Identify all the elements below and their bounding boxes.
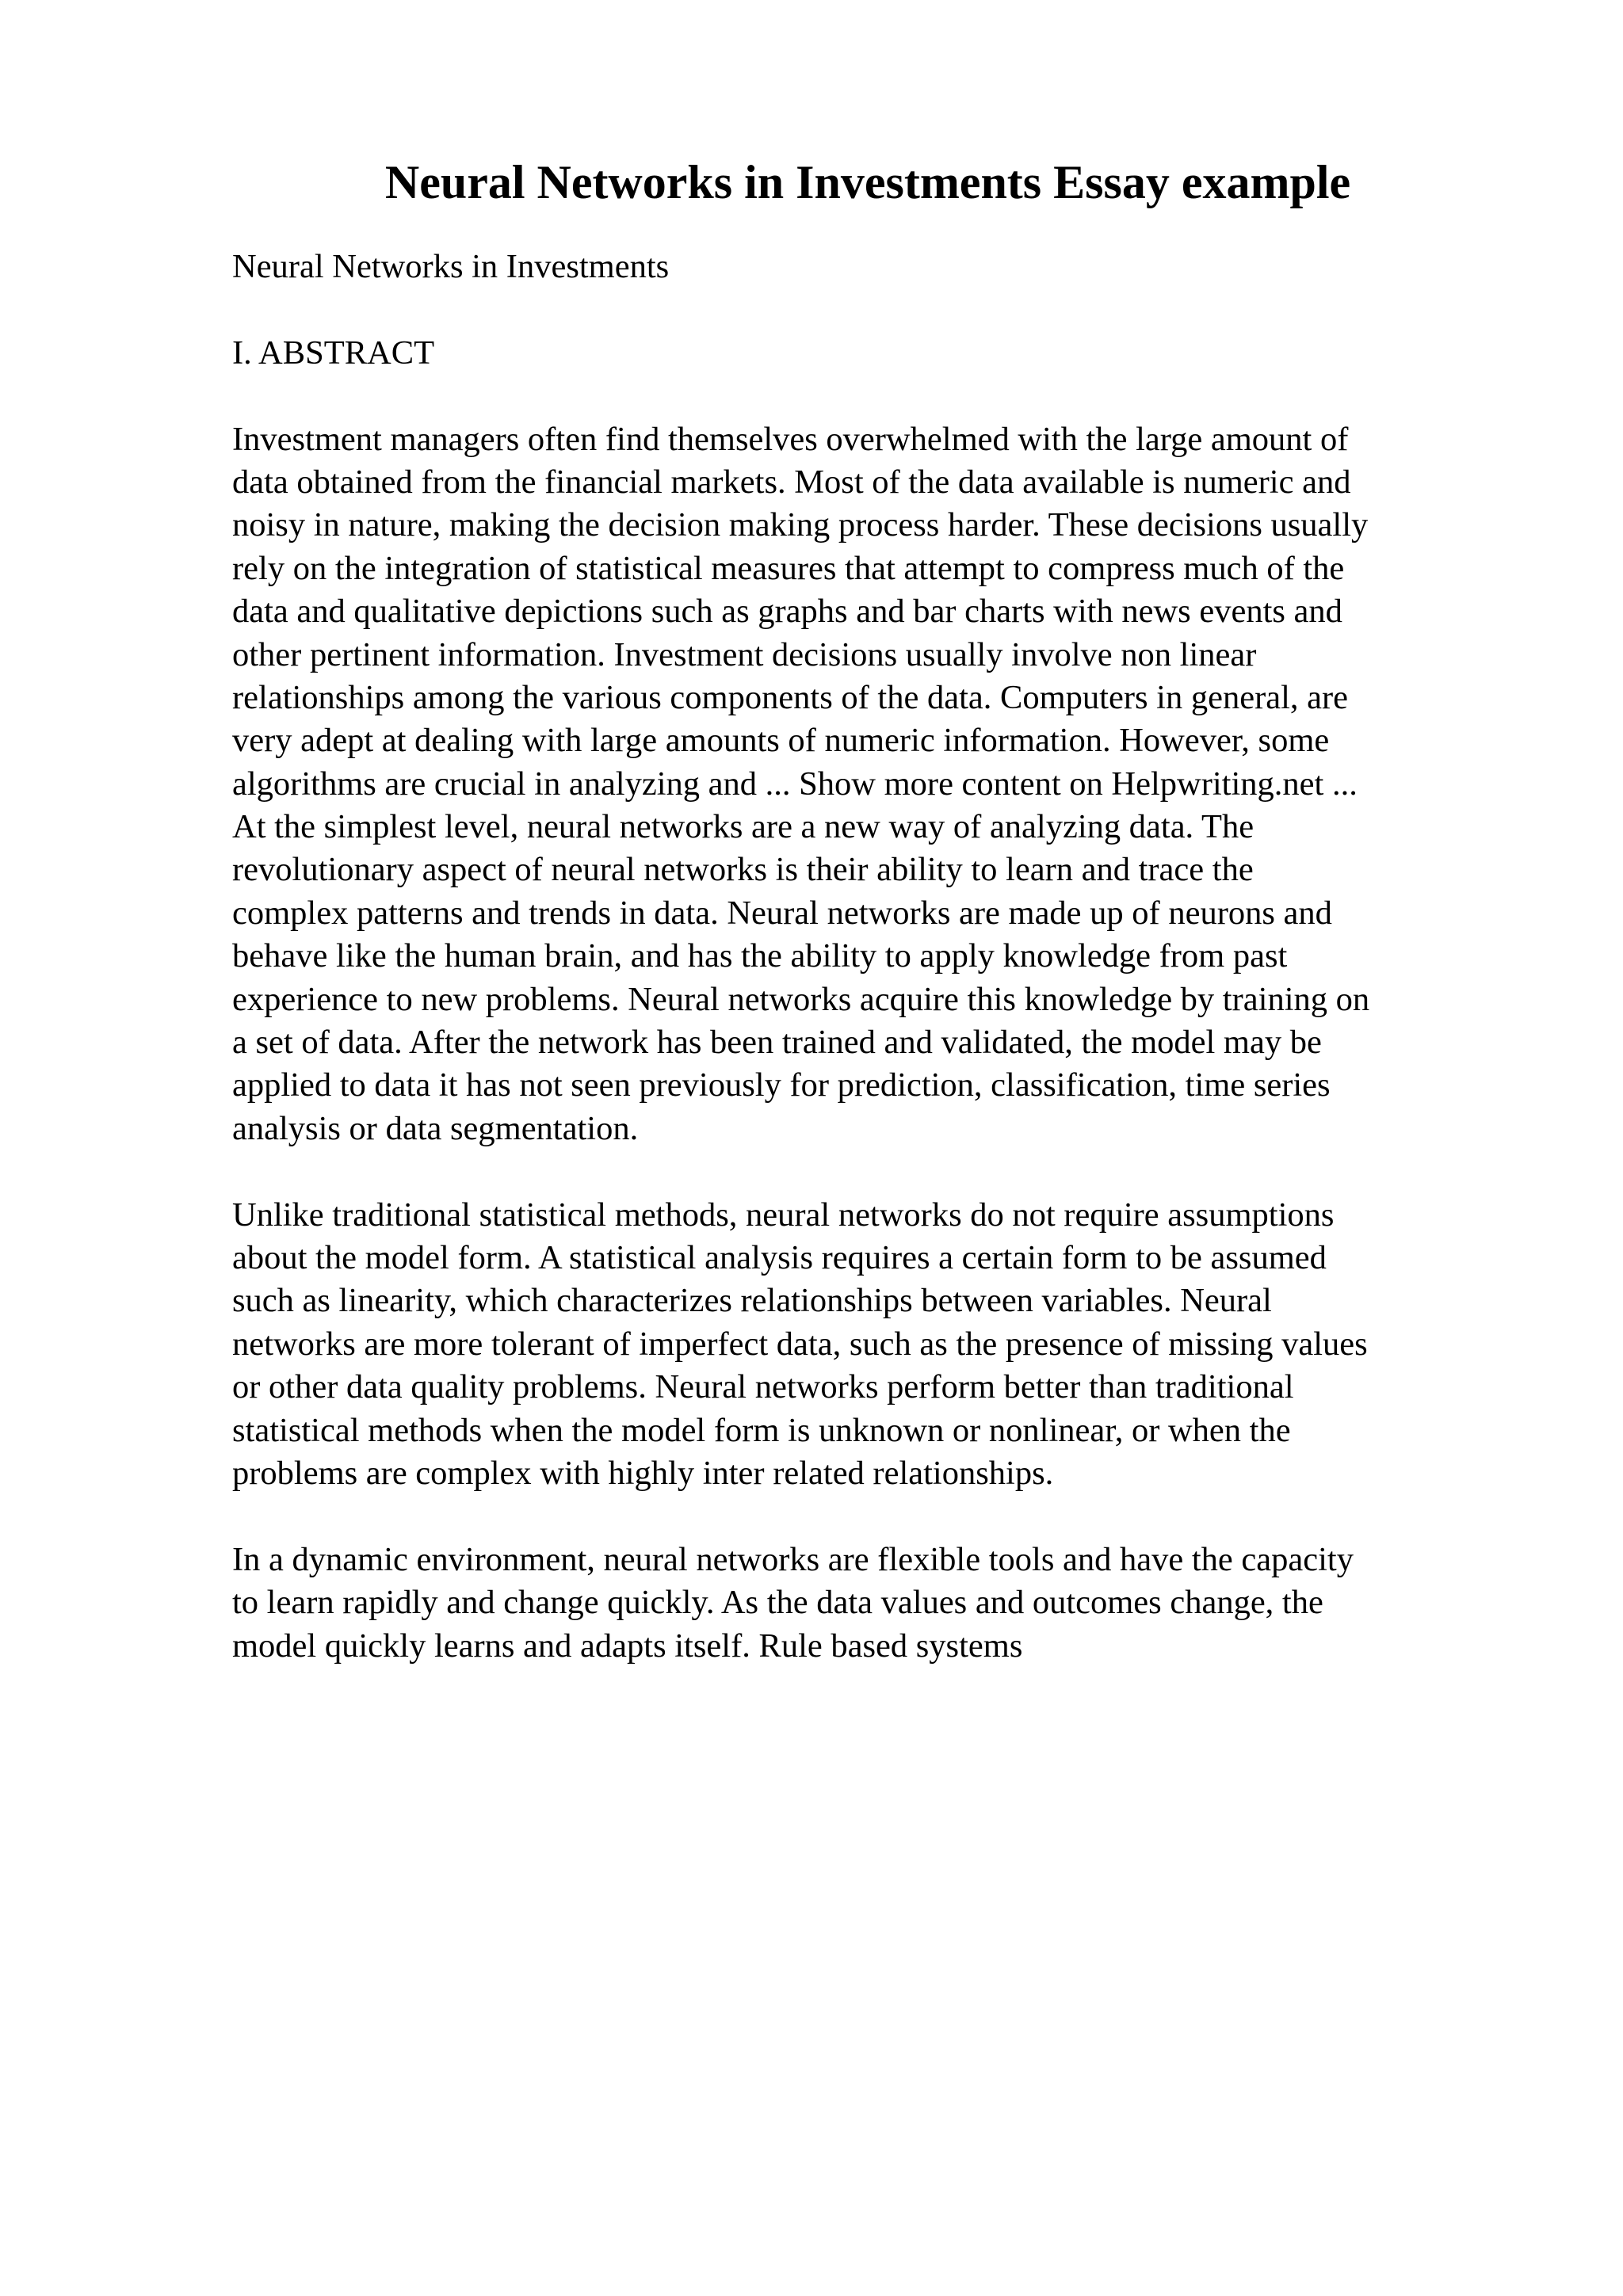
paragraph-line: problems are complex with highly inter related relationships. xyxy=(232,1454,1054,1492)
paragraph-abstract xyxy=(232,418,1500,1151)
paragraph-line: Unlike traditional statistical methods, neural networks do not require assumptions xyxy=(232,1196,1335,1234)
paragraph-line: noisy in nature, making the decision making process harder. These decisions usually xyxy=(232,506,1369,544)
paragraph-line: such as linearity, which characterizes relationships between variables. Neural xyxy=(232,1282,1272,1320)
paragraph-dynamic-environment xyxy=(232,1539,1500,1668)
paragraph-line: behave like the human brain, and has the ability to apply knowledge from past xyxy=(232,937,1288,975)
paragraph-line: In a dynamic environment, neural networks are flexible tools and have the capacity xyxy=(232,1540,1354,1578)
subtitle xyxy=(232,246,1500,288)
document-title: Neural Networks in Investments Essay example xyxy=(384,156,1351,208)
paragraph-line: analysis or data segmentation. xyxy=(232,1109,639,1147)
paragraph-line: or other data quality problems. Neural networks perform better than traditional xyxy=(232,1368,1294,1406)
paragraph-line: data obtained from the financial markets. Most of the data available is numeric and xyxy=(232,463,1351,501)
paragraph-line: rely on the integration of statistical measures that attempt to compress much of the xyxy=(232,549,1345,587)
paragraph-line: statistical methods when the model form is unknown or nonlinear, or when the xyxy=(232,1411,1291,1449)
paragraph-line: about the model form. A statistical analysis requires a certain form to be assumed xyxy=(232,1238,1327,1276)
paragraph-line: At the simplest level, neural networks are a new way of analyzing data. The xyxy=(232,808,1254,846)
paragraph-line: a set of data. After the network has been trained and validated, the model may be xyxy=(232,1024,1322,1062)
section-heading xyxy=(232,332,1500,375)
paragraph-line: algorithms are crucial in analyzing and ... Show more content on Helpwriting.net ... xyxy=(232,765,1358,803)
paragraph-line: complex patterns and trends in data. Neural networks are made up of neurons and xyxy=(232,894,1332,932)
section-heading-text: I. ABSTRACT xyxy=(232,334,435,372)
document-body xyxy=(232,246,1500,1711)
paragraph-line: very adept at dealing with large amounts of numeric information. However, some xyxy=(232,722,1330,760)
paragraph-line: Investment managers often find themselves overwhelmed with the large amount of xyxy=(232,420,1349,458)
paragraph-statistical-methods xyxy=(232,1194,1500,1496)
paragraph-line: model quickly learns and adapts itself. Rule based systems xyxy=(232,1627,1023,1665)
paragraph-line: data and qualitative depictions such as graphs and bar charts with news events and xyxy=(232,593,1342,631)
paragraph-line: experience to new problems. Neural networks acquire this knowledge by training on xyxy=(232,980,1370,1018)
paragraph-line: applied to data it has not seen previously for prediction, classification, time series xyxy=(232,1066,1331,1104)
paragraph-line: to learn rapidly and change quickly. As the data values and outcomes change, the xyxy=(232,1584,1323,1622)
paragraph-line: relationships among the various components of the data. Computers in general, are xyxy=(232,678,1349,716)
paragraph-line: other pertinent information. Investment decisions usually involve non linear xyxy=(232,635,1257,673)
paragraph-line: networks are more tolerant of imperfect data, such as the presence of missing values xyxy=(232,1325,1368,1363)
subtitle-text: Neural Networks in Investments xyxy=(232,248,670,285)
paragraph-line: revolutionary aspect of neural networks is their ability to learn and trace the xyxy=(232,851,1254,889)
